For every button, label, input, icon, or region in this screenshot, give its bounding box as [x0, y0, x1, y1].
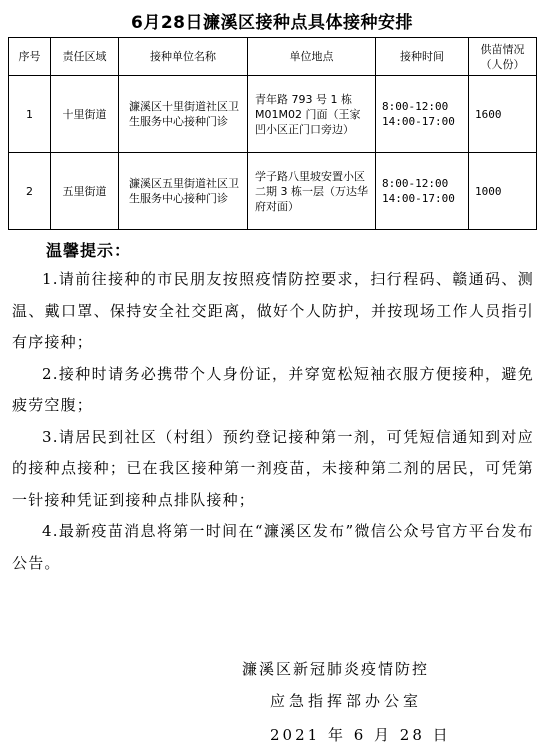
table-header-row — [9, 38, 537, 76]
row-time — [376, 153, 469, 230]
header-no: 序号 — [9, 38, 51, 76]
table-row — [9, 153, 537, 230]
row-address: 青年路 793 号 1 栋 M01M02 门面（王家凹小区正门口旁边） — [248, 76, 376, 153]
row-area: 十里街道 — [51, 76, 119, 153]
header-supply-line2: （人份） — [480, 57, 525, 71]
row-unit: 濂溪区十里街道社区卫生服务中心接种门诊 — [119, 76, 248, 153]
signature-date: 2021 年 6 月 28 日 — [270, 726, 451, 744]
row-supply: 1000 — [469, 153, 537, 230]
tips-list — [12, 264, 534, 579]
tip-item: 3.请居民到社区（村组）预约登记接种第一剂，可凭短信通知到对应的接种点接种；已在我区接种第一剂疫苗，未接种第二剂的居民，可凭第一针接种凭证到接种点排队接种； — [12, 427, 534, 509]
vaccination-schedule-table — [8, 37, 537, 230]
row-time-afternoon: 14:00-17:00 — [382, 115, 455, 128]
header-supply — [469, 38, 537, 76]
row-time-afternoon: 14:00-17:00 — [382, 192, 455, 205]
row-no: 2 — [9, 153, 51, 230]
header-area: 责任区域 — [51, 38, 119, 76]
tip-item: 1.请前往接种的市民朋友按照疫情防控要求，扫行程码、赣通码、测温、戴口罩、保持安全社交距离，做好个人防护，并按现场工作人员指引有序接种； — [12, 270, 534, 351]
header-supply-line1: 供苗情况 — [480, 42, 525, 56]
row-time — [376, 76, 469, 153]
tip-item: 2.接种时请务必携带个人身份证，并穿宽松短袖衣服方便接种，避免疲劳空腹； — [12, 364, 534, 414]
tip-item: 4.最新疫苗消息将第一时间在“濂溪区发布”微信公众号官方平台发布公告。 — [12, 522, 534, 572]
document-title: 6月28日濂溪区接种点具体接种安排 — [131, 13, 413, 33]
header-address: 单位地点 — [248, 38, 376, 76]
row-time-morning: 8:00-12:00 — [382, 100, 449, 113]
tips-heading: 温馨提示： — [46, 241, 132, 260]
row-time-morning: 8:00-12:00 — [382, 177, 449, 190]
header-time: 接种时间 — [376, 38, 469, 76]
header-unit: 接种单位名称 — [119, 38, 248, 76]
row-no: 1 — [9, 76, 51, 153]
row-supply: 1600 — [469, 76, 537, 153]
row-address: 学子路八里坡安置小区二期 3 栋一层（万达华府对面） — [248, 153, 376, 230]
signature-org-line1: 濂溪区新冠肺炎疫情防控 — [242, 660, 430, 678]
signature-org-line2: 应急指挥部办公室 — [270, 692, 423, 710]
row-unit: 濂溪区五里街道社区卫生服务中心接种门诊 — [119, 153, 248, 230]
row-area: 五里街道 — [51, 153, 119, 230]
table-row — [9, 76, 537, 153]
